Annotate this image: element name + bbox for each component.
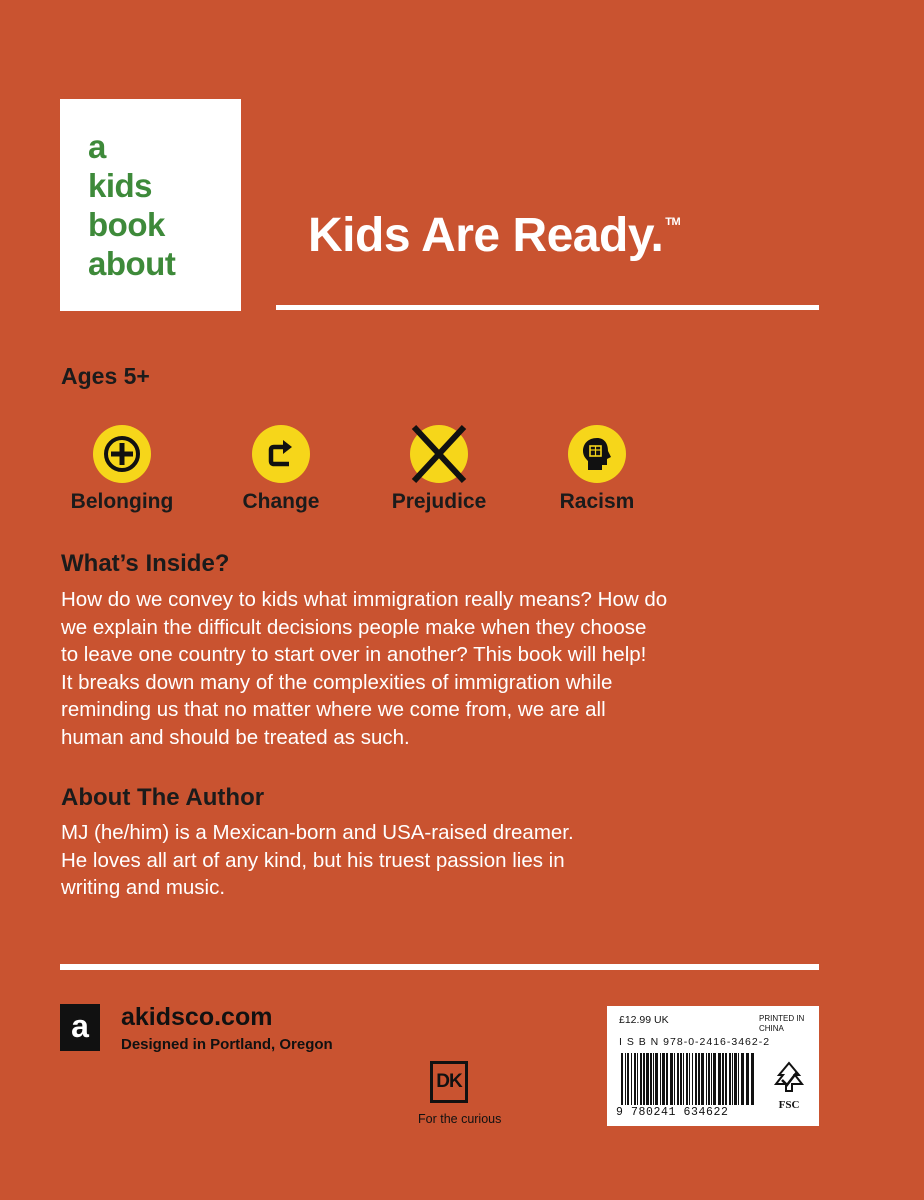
text-line: MJ (he/him) is a Mexican-born and USA-raised dreamer. <box>61 821 574 844</box>
logo-line: kids <box>88 167 153 204</box>
barcode-bar <box>670 1053 673 1105</box>
barcode-bar <box>677 1053 679 1105</box>
publisher-location: Designed in Portland, Oregon <box>121 1036 333 1053</box>
barcode-bar <box>689 1053 690 1105</box>
text-line: human and should be treated as such. <box>61 725 410 749</box>
dk-tagline: For the curious <box>418 1112 502 1126</box>
barcode-graphic <box>621 1053 755 1105</box>
barcode-bar <box>650 1053 652 1105</box>
barcode-bar <box>674 1053 675 1105</box>
logo-line: about <box>88 245 176 282</box>
topic-label: Racism <box>559 490 635 513</box>
logo-line: book <box>88 206 165 243</box>
barcode-bar <box>640 1053 642 1105</box>
barcode-bar <box>746 1053 749 1105</box>
barcode-bar <box>655 1053 658 1105</box>
barcode-digits: 9 780241 634622 <box>616 1106 729 1119</box>
isbn-label: I S B N 978-0-2416-3462-2 <box>619 1036 771 1048</box>
text-line: It breaks down many of the complexities of immigration while <box>61 670 613 694</box>
x-cross-icon <box>410 425 468 483</box>
topic-label: Belonging <box>70 490 174 513</box>
head-box-icon <box>568 425 626 483</box>
barcode-bar <box>751 1053 754 1105</box>
barcode-bar <box>662 1053 665 1105</box>
barcode-bar <box>653 1053 654 1105</box>
barcode-bar <box>686 1053 688 1105</box>
barcode-bar <box>643 1053 645 1105</box>
barcode-bar <box>634 1053 636 1105</box>
barcode-bar <box>631 1053 632 1105</box>
barcode-bar <box>711 1053 712 1105</box>
topic-prejudice <box>383 425 495 514</box>
age-range: Ages 5+ <box>61 363 150 389</box>
text-line: to leave one country to start over in another? This book will help! <box>61 643 647 666</box>
whats-inside-text <box>61 586 821 751</box>
barcode-bar <box>637 1053 638 1105</box>
fsc-label: FSC <box>778 1099 800 1111</box>
akidsbookabout-logo <box>60 99 241 311</box>
barcode-bar <box>718 1053 721 1105</box>
barcode-bar <box>708 1053 710 1105</box>
barcode-bar <box>722 1053 724 1105</box>
barcode-bar <box>729 1053 731 1105</box>
headline <box>308 208 680 263</box>
price-label: £12.99 UK <box>619 1014 669 1026</box>
barcode-bar <box>621 1053 623 1105</box>
text-line: we explain the difficult decisions people make when they choose <box>61 615 647 639</box>
arrow-turn-icon <box>252 425 310 483</box>
topic-label: Prejudice <box>391 490 487 513</box>
dk-logo: DK <box>430 1061 468 1103</box>
barcode-bar <box>698 1053 700 1105</box>
barcode-bar <box>734 1053 737 1105</box>
barcode-bar <box>738 1053 739 1105</box>
barcode-bar <box>660 1053 661 1105</box>
barcode-bar <box>683 1053 684 1105</box>
printed-in-label <box>759 1014 804 1034</box>
barcode-bar <box>706 1053 707 1105</box>
whats-inside-heading: What’s Inside? <box>61 550 230 577</box>
topic-racism <box>552 425 642 514</box>
barcode-panel <box>607 1006 819 1126</box>
barcode-bar <box>701 1053 704 1105</box>
barcode-bar <box>713 1053 716 1105</box>
about-author-heading: About The Author <box>61 784 265 811</box>
divider-bottom <box>60 964 819 970</box>
barcode-bar <box>692 1053 693 1105</box>
barcode-bar <box>732 1053 733 1105</box>
about-author-text <box>61 819 821 902</box>
publisher-logo-mark: a <box>60 1004 100 1051</box>
topic-label: Change <box>242 490 320 513</box>
fsc-logo <box>768 1060 810 1111</box>
barcode-bar <box>666 1053 668 1105</box>
barcode-bar <box>625 1053 626 1105</box>
printed-line: CHINA <box>759 1024 784 1033</box>
topic-change <box>234 425 328 514</box>
logo-line: a <box>88 128 106 165</box>
text-line: reminding us that no matter where we come from, we are all <box>61 698 606 721</box>
headline-text: Kids Are Ready. <box>308 209 664 262</box>
text-line: He loves all art of any kind, but his truest passion lies in <box>61 848 565 872</box>
barcode-bar <box>627 1053 629 1105</box>
divider-top <box>276 305 819 310</box>
barcode-bar <box>646 1053 649 1105</box>
topic-belonging <box>64 425 180 514</box>
barcode-bar <box>741 1053 744 1105</box>
barcode-bar <box>725 1053 727 1105</box>
text-line: How do we convey to kids what immigration really means? How do <box>61 588 668 611</box>
barcode-bar <box>680 1053 682 1105</box>
publisher-website: akidsco.com <box>121 1003 273 1031</box>
plus-icon <box>93 425 151 483</box>
printed-line: PRINTED IN <box>759 1014 805 1023</box>
barcode-bar <box>695 1053 697 1105</box>
tree-check-icon <box>770 1060 808 1094</box>
text-line: writing and music. <box>61 876 226 899</box>
trademark-mark: TM <box>665 216 681 228</box>
